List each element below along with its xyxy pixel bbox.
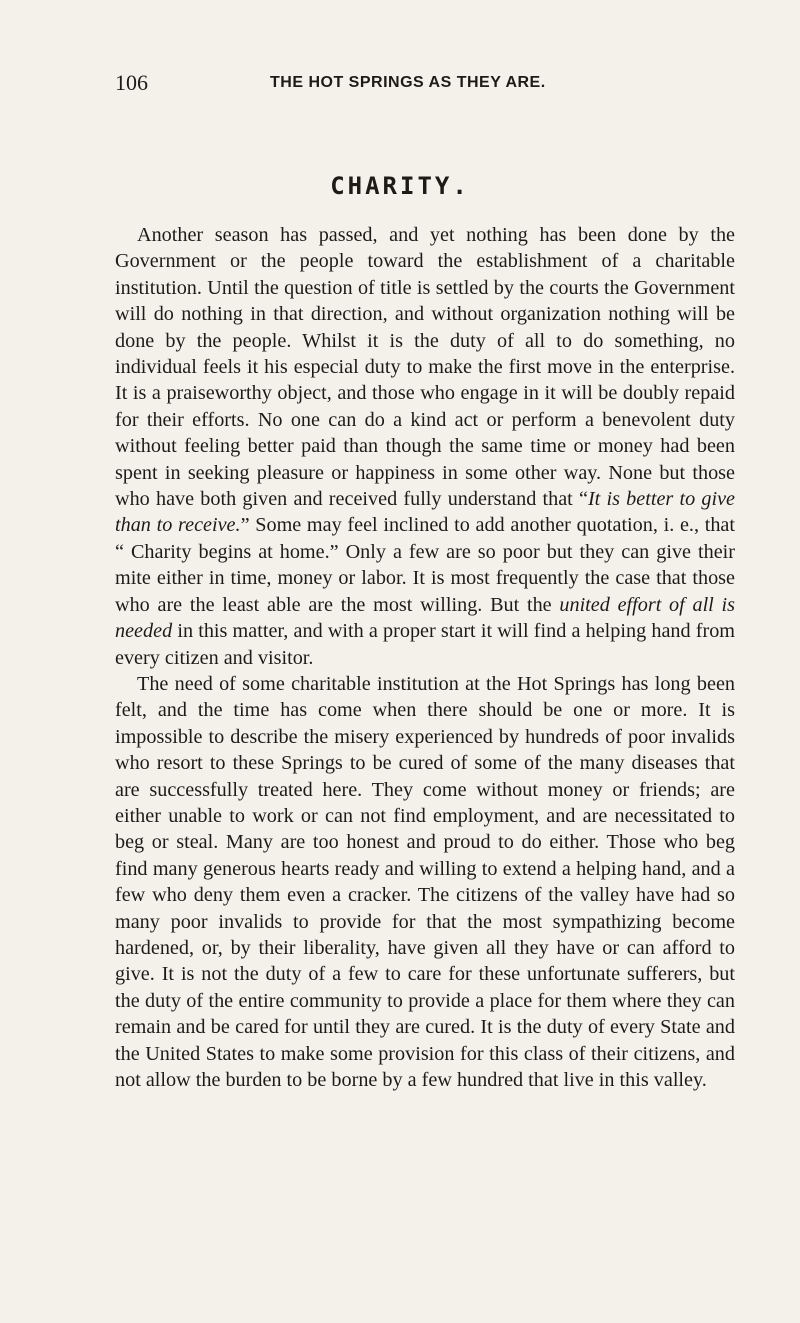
paragraph-1 (115, 222, 735, 671)
running-head (115, 70, 735, 100)
page-number: 106 (115, 70, 148, 95)
paragraph-1-part-1: Another season has passed, and yet nothing has been done by the Government or the people toward the establishment of a charitable institution. Until the question of title is settled by the courts the Government will do nothing in that direction, and without organization nothing will be done by the people. Whilst it is the duty of all to do something, no individual feels it his especial duty to make the first move in the enterprise. It is a praiseworthy object, and those who engage in it will be doubly repaid for their efforts. No one can do a kind act or perform a benevolent duty without feeling better paid than though the same time or money had been spent in seeking pleasure or happiness in some other way. None but those who have both given and received fully understand that “ (115, 224, 735, 511)
running-title: THE HOT SPRINGS AS THEY ARE. (270, 74, 546, 91)
quotation-italic: It is better to give than to receive. (115, 488, 735, 537)
emphasis-italic: united effort of all is needed (115, 593, 735, 643)
body-text (115, 222, 735, 1093)
chapter-title: CHARITY. (330, 172, 470, 200)
paragraph-1-part-2: ” Some may feel inclined to add another quotation, i. e., that “ Charity begins at home.” Only a few are so poor but they can give their mite either in time, money or labor. It is most frequently the case that those who are the least able are the most willing. But the (115, 514, 735, 616)
paragraph-1-part-3: in this matter, and with a proper start it will find a helping hand from every citizen and visitor. (115, 620, 735, 669)
paragraph-2: The need of some charitable institution at the Hot Springs has long been felt, and the time has come when there should be one or more. It is impossible to describe the misery experienced by hundreds of poor invalids who resort to these Springs to be cured of some of the many diseases that are successfully treated here. They come without money or friends; are either unable to work or can not find employment, and are necessitated to beg or steal. Many are too honest and proud to do either. Those who beg find many generous hearts ready and willing to extend a helping hand, and a few who deny them even a cracker. The citizens of the valley have had so many poor invalids to provide for that the most sympathizing become hardened, or, by their liberality, have given all they have or can afford to give. It is not the duty of a few to care for these unfortunate sufferers, but the duty of the entire community to provide a place for them where they can remain and be cared for until they are cured. It is the duty of every State and the United States to make some provision for this class of their citizens, and not allow the burden to be borne by a few hundred that live in this valley. (115, 672, 735, 1091)
